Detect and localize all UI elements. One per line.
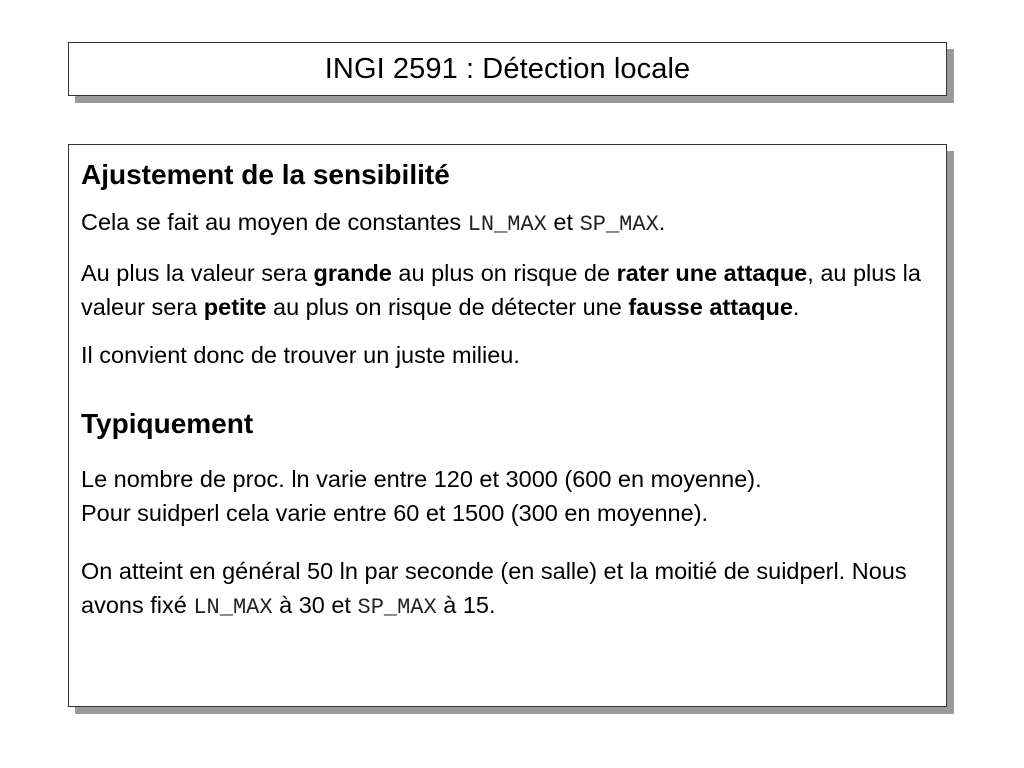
text: à 15. [436,592,496,618]
paragraph-risque [81,256,934,324]
paragraph-juste-milieu: Il convient donc de trouver un juste milieu. [81,342,520,368]
text: . [792,294,800,320]
paragraph-fixation [81,554,934,625]
text: . [658,209,666,235]
text: Au plus la valeur sera [81,260,314,286]
text: et [546,209,580,235]
paragraph-ln-range: Le nombre de proc. ln varie entre 120 et 3000 (600 en moyenne). [81,466,762,492]
text: au plus on risque de [391,260,617,286]
code-ln-max: LN_MAX [193,595,273,620]
text: Cela se fait au moyen de constantes [81,209,468,235]
text: On atteint en général 50 ln par seconde (en salle) et la moitié de suidperl. Nous avons fixé [81,558,907,618]
text: à 30 et [272,592,358,618]
bold-fausse-attaque: fausse attaque [628,294,793,320]
bold-grande: grande [313,260,392,286]
section-heading-typiquement: Typiquement [81,408,254,439]
section-heading-sensibilite: Ajustement de la sensibilité [81,159,450,190]
text: , au plus la valeur sera [81,260,921,320]
paragraph-suidperl-range: Pour suidperl cela varie entre 60 et 1500 (300 en moyenne). [81,500,709,526]
code-sp-max: SP_MAX [579,212,659,237]
code-ln-max: LN_MAX [467,212,547,237]
title-box [68,42,947,96]
code-sp-max: SP_MAX [357,595,437,620]
bold-petite: petite [203,294,267,320]
text: au plus on risque de détecter une [266,294,629,320]
bold-rater-une-attaque: rater une attaque [616,260,808,286]
paragraph-constantes [81,205,934,242]
slide-title: INGI 2591 : Détection locale [324,52,691,85]
content-box [68,144,947,707]
